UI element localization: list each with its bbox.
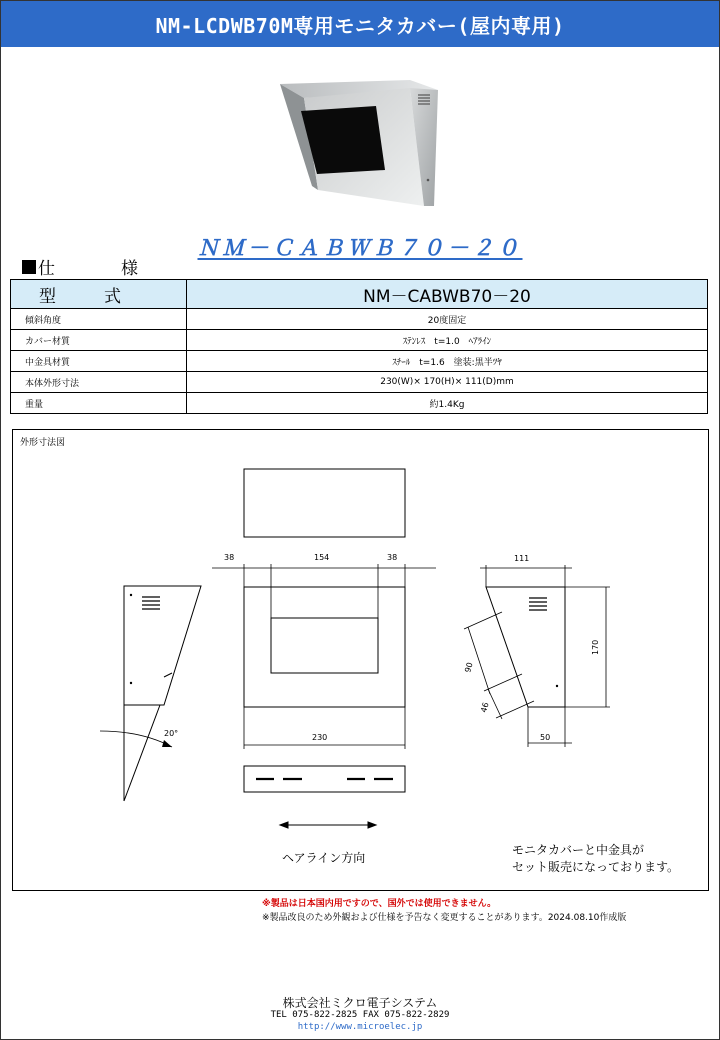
spec-key: カバー材質 [11,330,187,351]
spec-value: ｽﾃﾝﾚｽ t=1.0 ﾍｱﾗｲﾝ [187,330,708,351]
spec-heading-a: 仕 [38,259,55,279]
right-side-view [464,565,610,747]
spec-key: 本体外形寸法 [11,372,187,393]
set-sale-note [512,842,679,876]
company-tel-fax: TEL 075-822-2825 FAX 075-822-2829 [270,1010,450,1020]
dim-154: 154 [314,553,330,562]
dim-46: 46 [479,701,491,714]
table-row [11,309,708,330]
screen-opening [271,618,378,673]
spec-table [10,279,708,414]
spec-key: 重量 [11,393,187,414]
dim-angle: 20° [164,729,179,738]
spec-table-header-row [11,280,708,309]
dim-50: 50 [540,733,551,742]
spec-value: 230(W)× 170(H)× 111(D)mm [187,372,708,393]
domestic-use-warning: ※製品は日本国内用ですので、国外では使用できません。 [262,899,497,909]
company-url-link[interactable]: http://www.microelec.jp [297,1022,423,1032]
front-dimension-lines [212,564,436,749]
left-side-view [100,586,201,801]
hairline-direction-arrow [280,822,376,828]
spec-value: 約1.4Kg [187,393,708,414]
spec-change-note: ※製品改良のため外観および仕様を予告なく変更することがあります。2024.08.10作成版 [262,913,627,923]
table-row [11,351,708,372]
spec-header-key-b: 式 [104,286,121,307]
dim-170: 170 [591,639,600,655]
dim-111: 111 [514,554,530,563]
dimension-drawing [12,429,709,891]
spec-heading [22,254,138,279]
spec-heading-b: 様 [121,259,138,279]
spec-header-key-a: 型 [39,286,56,307]
drawing-label: 外形寸法図 [20,438,66,448]
top-view [244,469,405,537]
table-row [11,393,708,414]
dim-90: 90 [463,661,475,674]
page-title: NM-LCDWB70M専用モニタカバー(屋内専用) [1,1,719,47]
square-bullet-icon [22,260,36,274]
spec-header-value: NM－CABWB70－20 [187,280,708,309]
spec-key: 中金具材質 [11,351,187,372]
front-view [244,587,405,707]
model-number-text: ＮＭ－ＣＡＢＷＢ７０－２０ [197,236,523,260]
table-row [11,330,708,351]
set-sale-note-line2: セット販売になっております。 [512,860,680,874]
dim-38-left: 38 [224,553,235,562]
dim-38-right: 38 [387,553,398,562]
spec-value: 20度固定 [187,309,708,330]
company-name: 株式会社ミクロ電子システム [282,996,438,1010]
spec-key: 傾斜角度 [11,309,187,330]
dim-230: 230 [312,733,328,742]
spec-header-key [11,280,187,309]
table-row [11,372,708,393]
product-photo [278,80,438,210]
hairline-direction-label: ヘアライン方向 [282,851,366,865]
set-sale-note-line1: モニタカバーと中金具が [512,843,645,857]
spec-value: ｽﾁｰﾙ t=1.6 塗装:黒半ﾂﾔ [187,351,708,372]
